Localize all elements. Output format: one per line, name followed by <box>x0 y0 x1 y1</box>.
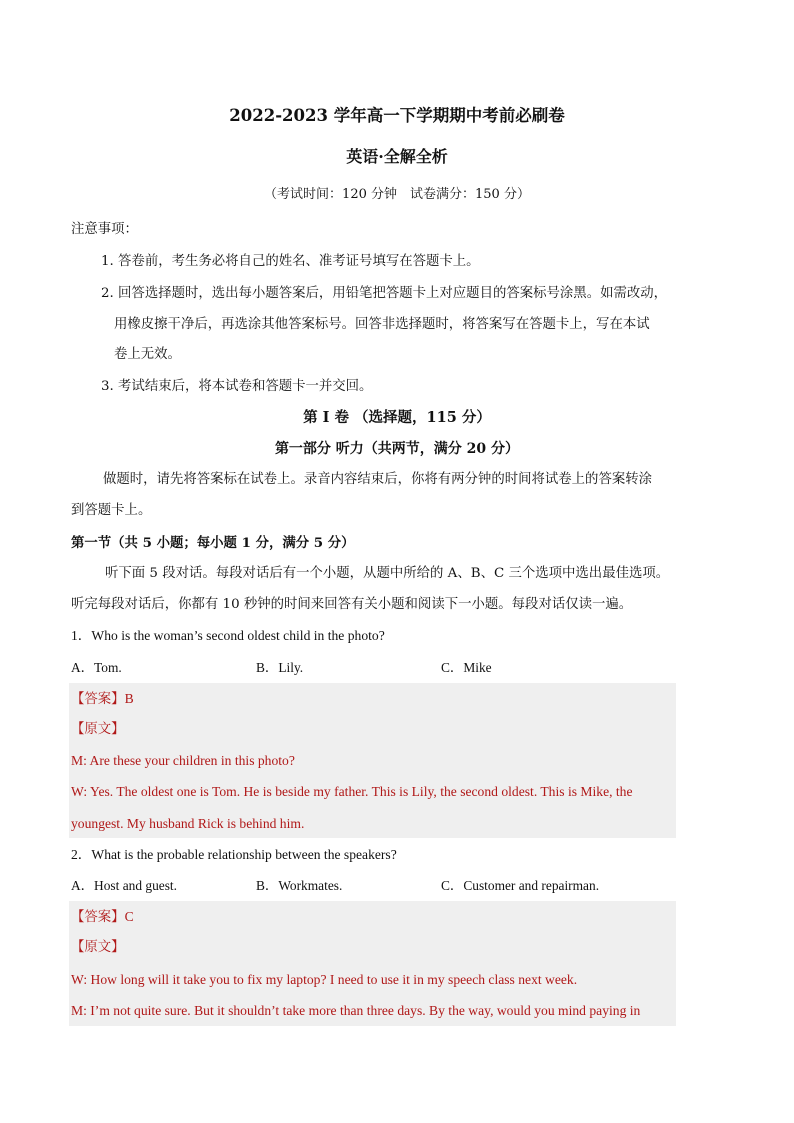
question-stem: 1．Who is the woman’s second oldest child in the photo? <box>71 628 385 643</box>
transcript-line: W: How long will it take you to fix my laptop? I need to use it in my speech class next week. <box>71 972 578 987</box>
section-title: 第一节（共 5 小题；每小题 1 分，满分 5 分） <box>71 535 355 551</box>
option-b: B．Lily. <box>256 660 304 675</box>
notice-item-2-line-1: 2. 回答选择题时，选出每小题答案后，用铅笔把答题卡上对应题目的答案标号涂黑。如需改动， <box>101 286 668 301</box>
section-instructions-line-2: 听完每段对话后，你都有 10 秒钟的时间来回答有关小题和阅读下一小题。每段对话仅读一遍。 <box>71 597 633 612</box>
option-b: B．Workmates. <box>256 878 343 893</box>
transcript-line: youngest. My husband Rick is behind him. <box>71 816 305 831</box>
transcript-line: W: Yes. The oldest one is Tom. He is beside my father. This is Lily, the second oldest. This is Mike, the <box>71 784 633 799</box>
option-a: A．Host and guest. <box>71 878 178 893</box>
answer-label: 【答案】 <box>71 910 125 925</box>
transcript-line: M: Are these your children in this photo? <box>71 753 295 768</box>
option-c: C．Mike <box>441 660 492 675</box>
transcript-label: 【原文】 <box>71 722 125 737</box>
option-a: A．Tom. <box>71 660 122 675</box>
answer-line <box>71 689 676 710</box>
notice-item-3: 3. 考试结束后，将本试卷和答题卡一并交回。 <box>101 379 373 394</box>
notice-heading: 注意事项： <box>71 222 138 237</box>
notice-item-2-line-3: 卷上无效。 <box>114 347 181 362</box>
answer-value: C <box>124 909 134 924</box>
section-instructions-line-1: 听下面 5 段对话。每段对话后有一个小题，从题中所给的 A、B、C 三个选项中选出最佳选项。 <box>105 566 670 581</box>
question-stem: 2．What is the probable relationship between the speakers? <box>71 847 397 862</box>
volume-title: 第 I 卷 （选择题，115 分） <box>303 409 491 426</box>
answer-line <box>71 907 676 928</box>
document-subtitle: 英语·全解全析 <box>346 147 448 166</box>
answer-value: B <box>124 691 134 706</box>
part-intro-line-1: 做题时，请先将答案标在试卷上。录音内容结束后，你将有两分钟的时间将试卷上的答案转涂 <box>103 472 653 487</box>
part-intro-line-2: 到答题卡上。 <box>71 503 152 518</box>
option-c: C．Customer and repairman. <box>441 878 600 893</box>
transcript-line: M: I’m not quite sure. But it shouldn’t take more than three days. By the way, would you mind paying in <box>71 1003 641 1018</box>
part-title: 第一部分 听力（共两节，满分 20 分） <box>274 441 520 457</box>
document-title: 2022-2023 学年高一下学期期中考前必刷卷 <box>229 106 565 125</box>
notice-item-2-line-2: 用橡皮擦干净后，再选涂其他答案标号。回答非选择题时，将答案写在答题卡上，写在本试 <box>114 317 650 332</box>
answer-label: 【答案】 <box>71 692 125 707</box>
transcript-label: 【原文】 <box>71 940 125 955</box>
notice-item-1: 1. 答卷前，考生务必将自己的姓名、准考证号填写在答题卡上。 <box>101 254 480 269</box>
exam-info: （考试时间：120 分钟 试卷满分：150 分） <box>264 187 530 202</box>
